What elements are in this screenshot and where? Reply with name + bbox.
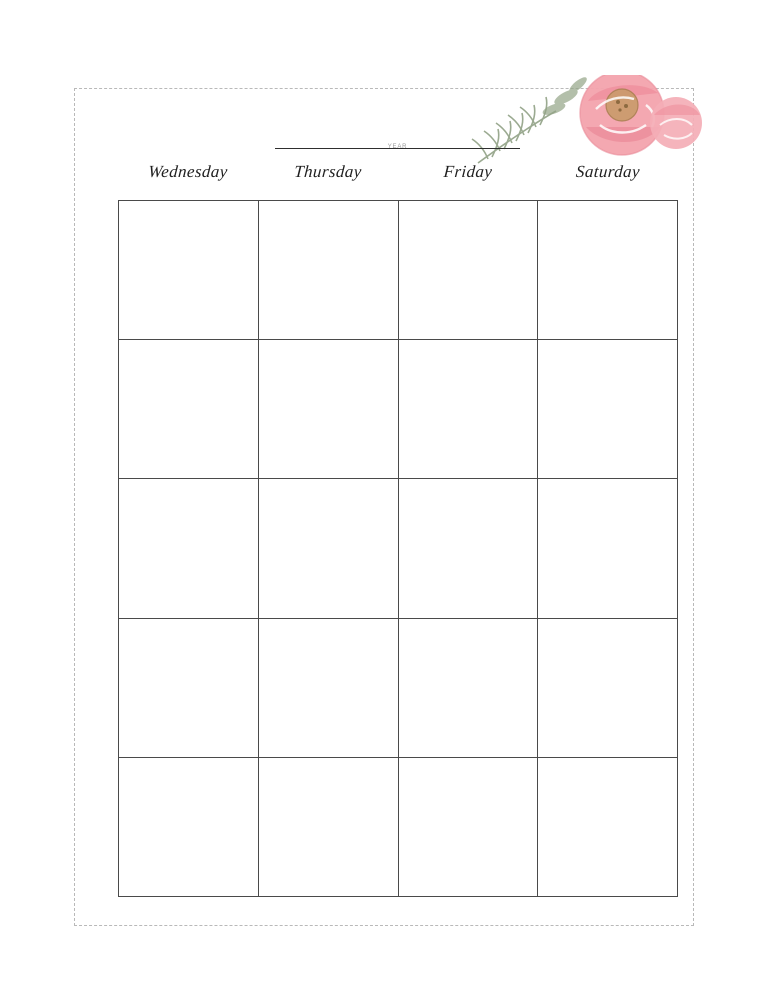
calendar-day-cell[interactable] [119,758,259,897]
calendar-day-cell[interactable] [399,619,539,758]
weekday-header-friday: Friday [443,162,494,181]
calendar-day-cell[interactable] [538,340,678,479]
calendar-day-cell[interactable] [119,619,259,758]
weekday-header-wednesday: Wednesday [147,162,229,181]
calendar-day-cell[interactable] [538,619,678,758]
calendar-day-cell[interactable] [538,479,678,618]
calendar-day-cell[interactable] [259,758,399,897]
calendar-day-cell[interactable] [538,201,678,340]
calendar-day-cell[interactable] [399,479,539,618]
calendar-day-cell[interactable] [119,479,259,618]
calendar-day-cell[interactable] [119,340,259,479]
calendar-day-cell[interactable] [259,201,399,340]
calendar-grid [118,200,678,897]
calendar-day-cell[interactable] [399,758,539,897]
calendar-day-cell[interactable] [538,758,678,897]
calendar-day-cell[interactable] [259,340,399,479]
calendar-day-cell[interactable] [399,201,539,340]
calendar-day-cell[interactable] [259,479,399,618]
calendar-day-cell[interactable] [399,340,539,479]
weekday-header-saturday: Saturday [575,162,641,181]
weekday-header-row [118,162,678,182]
weekday-header-thursday: Thursday [293,162,363,181]
calendar-day-cell[interactable] [119,201,259,340]
calendar-day-cell[interactable] [259,619,399,758]
title-line-hint: YEAR [387,144,408,150]
